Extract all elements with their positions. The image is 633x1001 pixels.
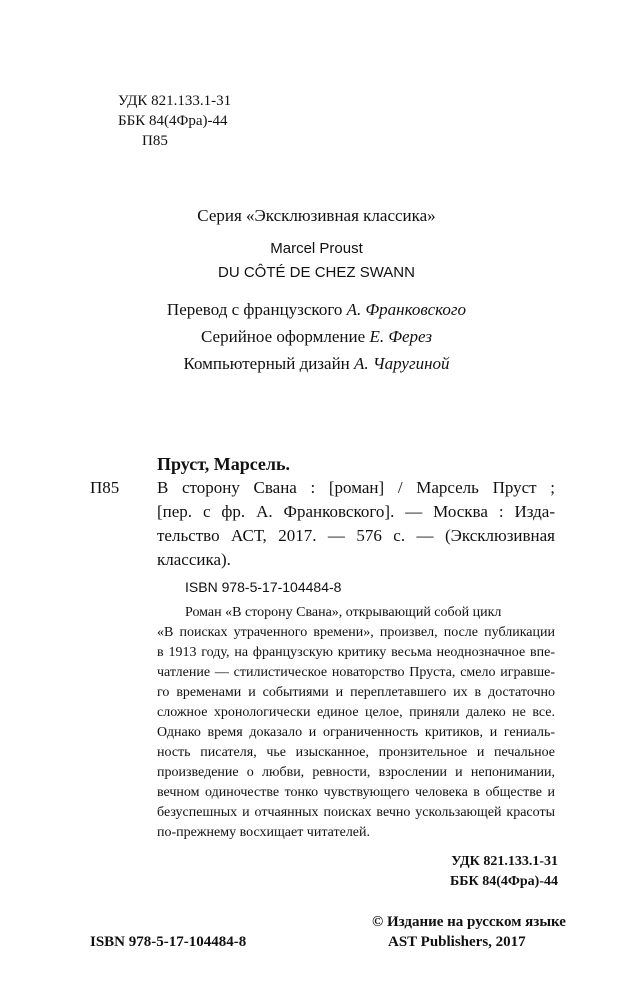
entry-line-2: [пер. с фр. А. Франковского]. — Москва : Изда- xyxy=(157,502,555,521)
copyright-line-2: AST Publishers, 2017 xyxy=(388,934,526,950)
annotation-line-9: произведение о любви, ревности, взрослении и непонимании, xyxy=(157,765,555,780)
credit-series-design-name: Е. Ферез xyxy=(369,327,432,346)
entry-line-3: тельство АСТ, 2017. — 576 с. — (Эксклюзивная xyxy=(157,526,555,545)
udk-footer: УДК 821.133.1-31 xyxy=(451,854,558,869)
annotation-line-4: чатление — стилистическое новаторство Пруста, смело игравше- xyxy=(157,665,555,680)
entry-isbn: ISBN 978-5-17-104484-8 xyxy=(185,579,342,595)
credit-series-design xyxy=(0,327,633,347)
credit-translation-label: Перевод с французского xyxy=(166,300,343,319)
bbk-footer: ББК 84(4Фра)-44 xyxy=(450,874,558,889)
entry-code: П85 xyxy=(90,478,120,497)
annotation-line-6: сложное хронологически единое целое, приняли далеко не все. xyxy=(157,705,555,720)
annotation-line-3: в 1913 году, на французскую критику весьма неоднозначное впе- xyxy=(157,645,555,660)
annotation-line-8: ность писателя, чье изысканное, пронзительное и печальное xyxy=(157,745,555,760)
entry-line-4: классика). xyxy=(157,550,231,569)
credit-computer-design xyxy=(0,354,633,374)
annotation-line-1: Роман «В сторону Свана», открывающий собой цикл xyxy=(185,605,502,620)
annotation-line-11: безуспешных и отчаянных поисках вечно ускользающей красоты xyxy=(157,805,555,820)
series-title: Серия «Эксклюзивная классика» xyxy=(197,206,436,225)
entry-line-1: В сторону Свана : [роман] / Марсель Пруст ; xyxy=(157,478,555,497)
annotation-line-2: «В поисках утраченного времени», произвел, после публикации xyxy=(157,625,555,640)
original-title: DU CÔTÉ DE CHEZ SWANN xyxy=(218,264,415,281)
credit-series-design-label: Серийное оформление xyxy=(201,327,366,346)
udk-header: УДК 821.133.1-31 xyxy=(118,93,232,109)
author-code-header: П85 xyxy=(142,133,168,149)
footer-isbn: ISBN 978-5-17-104484-8 xyxy=(90,934,247,950)
copyright-line-1: © Издание на русском языке xyxy=(372,914,566,930)
annotation-line-5: го временами и событиями и переплетавшего их в достаточно xyxy=(157,685,555,700)
bbk-header: ББК 84(4Фра)-44 xyxy=(118,113,228,129)
annotation-line-7: Однако время доказало и ограниченность критиков, и гениаль- xyxy=(157,725,555,740)
credit-translation-name: А. Франковского xyxy=(346,300,467,319)
credit-translation xyxy=(0,300,633,320)
annotation-line-10: вечном одиночестве тонко чувствующего человека в обществе и xyxy=(157,785,555,800)
entry-author-heading: Пруст, Марсель. xyxy=(157,454,291,474)
original-author: Marcel Proust xyxy=(270,240,363,257)
annotation-line-12: по-прежнему восхищает читателей. xyxy=(157,825,371,840)
credit-computer-design-label: Компьютерный дизайн xyxy=(183,354,350,373)
credit-computer-design-name: А. Чаругиной xyxy=(354,354,450,373)
